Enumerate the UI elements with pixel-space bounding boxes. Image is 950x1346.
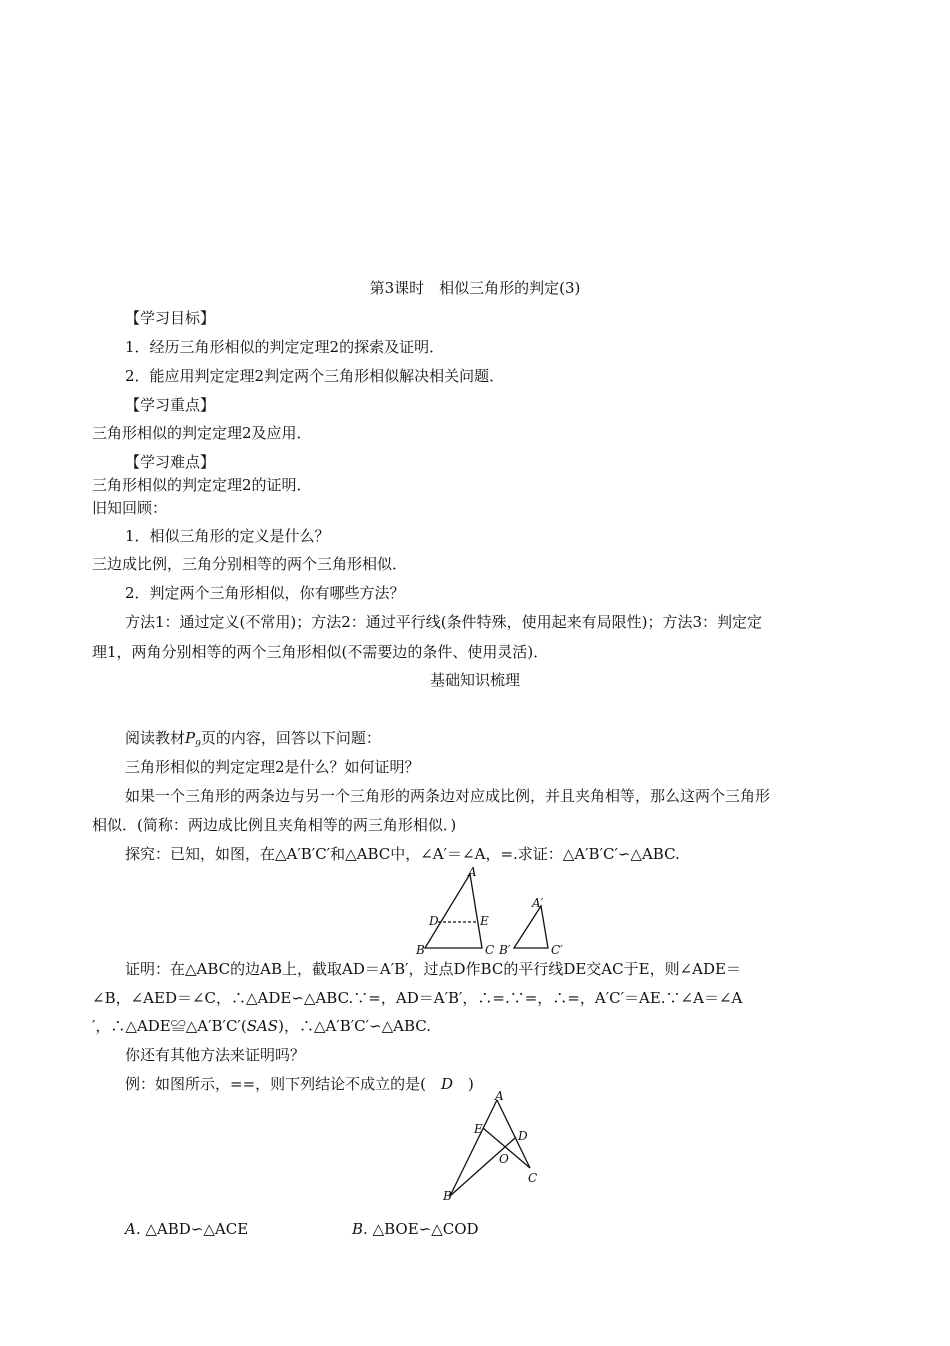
example-pre: 例：如图所示，==，则下列结论不成立的是(	[125, 1075, 441, 1093]
answer-1: 三边成比例，三角分别相等的两个三角形相似．	[92, 555, 408, 573]
label-a: A	[468, 865, 477, 879]
label-a: A	[495, 1090, 504, 1103]
answer-2-line-1: 方法1：通过定义(不常用)；方法2：通过平行线(条件特殊，使用起来有局限性)；方法3：判定定	[125, 613, 763, 631]
proof-line-3-pre: ′，∴△ADE≌△A′B′C′(	[92, 1017, 247, 1035]
proof-line-2: ∠B，∠AED＝∠C，∴△ADE∽△ABC.∵=，AD＝A′B′，∴=.∵=，∴=，A′C′＝AE.∵∠A＝∠A	[92, 989, 743, 1007]
review-header: 旧知回顾：	[92, 499, 168, 517]
question-2: 2．判定两个三角形相似，你有哪些方法？	[125, 584, 405, 602]
label-e: E	[474, 1122, 483, 1136]
question-1: 1．相似三角形的定义是什么？	[125, 527, 330, 545]
label-a-prime: A′	[532, 896, 544, 910]
reading-instruction	[125, 729, 381, 754]
proof-line-1: 证明：在△ABC的边AB上，截取AD＝A′B′，过点D作BC的平行线DE交AC于E，则∠ADE＝	[125, 960, 741, 978]
goal-1: 1．经历三角形相似的判定定理2的探索及证明．	[125, 338, 445, 356]
proof-sas: SAS	[246, 1017, 279, 1035]
label-c: C	[485, 943, 495, 957]
page-title: 第3课时 相似三角形的判定(3)	[369, 279, 581, 297]
label-c-prime: C′	[551, 943, 563, 957]
label-o: O	[499, 1152, 509, 1166]
example-answer: D	[441, 1075, 454, 1093]
label-c: C	[528, 1171, 538, 1185]
difficulty-text: 三角形相似的判定定理2的证明．	[92, 476, 312, 494]
section-title: 基础知识梳理	[429, 671, 520, 689]
other-method-question: 你还有其他方法来证明吗？	[125, 1046, 306, 1064]
triangle-figure-1	[410, 862, 580, 957]
label-e: E	[480, 914, 489, 928]
goal-2: 2．能应用判定定理2判定两个三角形相似解决相关问题．	[125, 367, 505, 385]
reading-page: P	[185, 729, 196, 747]
proof-line-3-post: )，∴△A′B′C′∽△ABC.	[278, 1017, 431, 1035]
goals-header: 【学习目标】	[125, 309, 216, 327]
theorem-line-1: 如果一个三角形的两条边与另一个三角形的两条边对应成比例，并且夹角相等，那么这两个三角形	[125, 787, 771, 805]
explore-statement: 探究：已知，如图，在△A′B′C′和△ABC中，∠A′＝∠A，=.求证：△A′B′C′∽△ABC.	[125, 845, 680, 863]
triangle-figure-2	[435, 1090, 550, 1205]
theorem-line-2: 相似．(简称：两边成比例且夹角相等的两三角形相似．)	[92, 816, 457, 834]
reading-pre: 阅读教材	[125, 729, 186, 747]
focus-text: 三角形相似的判定定理2及应用．	[92, 424, 312, 442]
reading-page-sub: 9	[195, 740, 201, 750]
option-a-text: △ABD∽△ACE	[145, 1220, 249, 1238]
reading-post: 页的内容，回答以下问题：	[200, 729, 381, 747]
triangle-a2b2c2	[514, 906, 548, 948]
label-b: B	[416, 943, 425, 957]
option-b-letter: B.	[352, 1220, 368, 1238]
proof-line-3	[92, 1017, 431, 1035]
triangle-abc	[425, 874, 482, 948]
option-a-letter: A.	[125, 1220, 141, 1238]
label-b-prime: B′	[499, 943, 511, 957]
example-post: )	[453, 1075, 474, 1093]
segment-ab	[450, 1100, 497, 1196]
answer-2-line-2: 理1，两角分别相等的两个三角形相似(不需要边的条件、使用灵活)．	[92, 643, 549, 661]
label-d: D	[518, 1129, 528, 1143]
label-d: D	[429, 914, 439, 928]
difficulty-header: 【学习难点】	[125, 453, 216, 471]
option-b-text: △BOE∽△COD	[372, 1220, 479, 1238]
example-question	[125, 1075, 474, 1093]
label-b: B	[443, 1189, 452, 1203]
option-b	[352, 1220, 479, 1238]
focus-header: 【学习重点】	[125, 396, 216, 414]
option-a	[125, 1220, 248, 1238]
theorem-question: 三角形相似的判定定理2是什么？如何证明？	[125, 758, 420, 776]
